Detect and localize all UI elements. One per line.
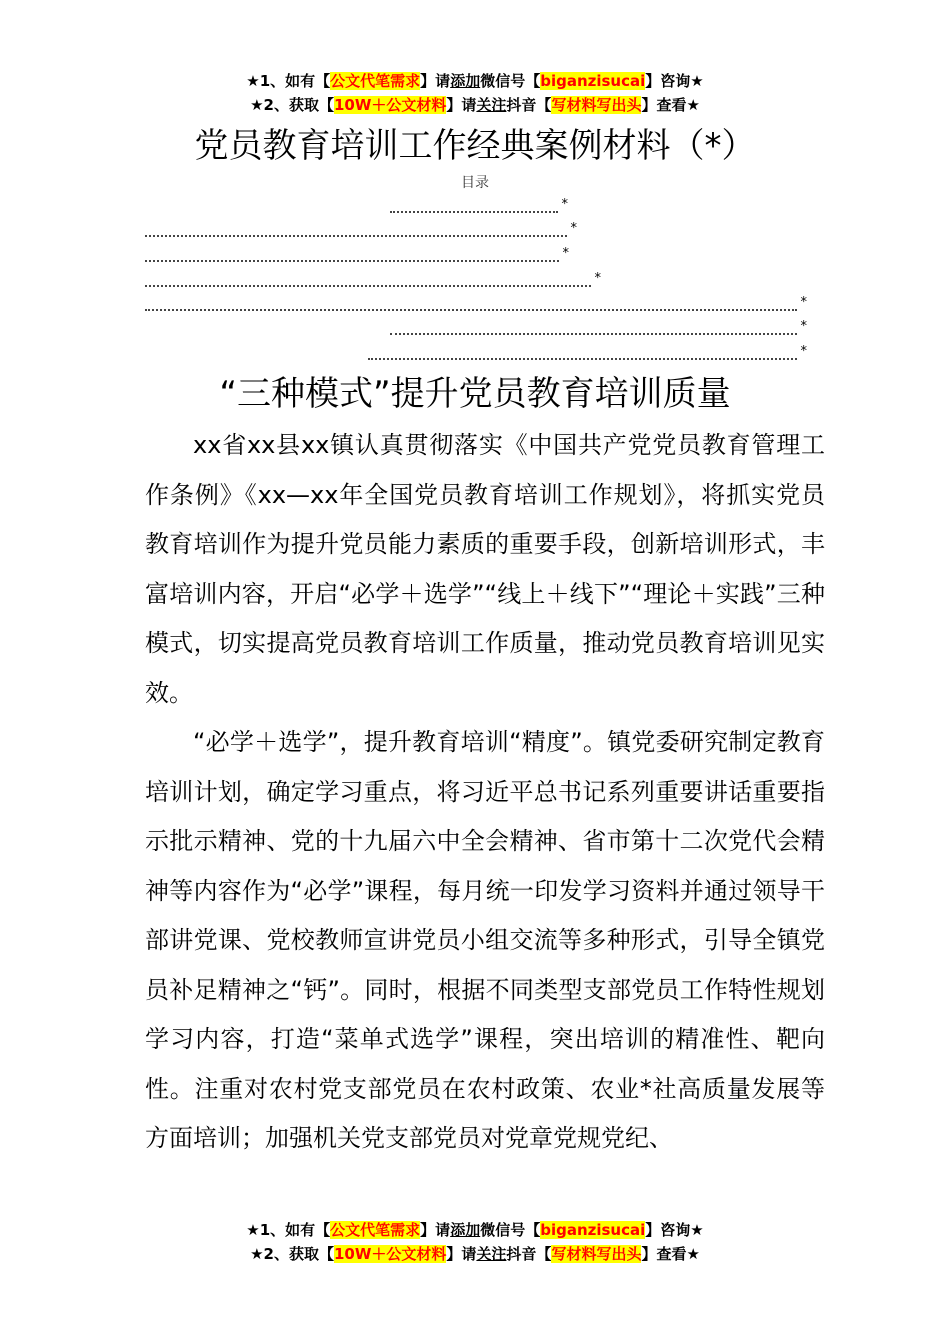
toc-marker: *: [561, 198, 568, 212]
promo-text: 抖音【: [506, 96, 552, 114]
toc-marker: *: [562, 247, 569, 261]
promo-text: ★2、获取【: [250, 1245, 334, 1263]
toc-entry[interactable]: [145, 272, 601, 290]
promo-highlight: biganzisucai: [540, 1221, 646, 1239]
promo-text: 抖音【: [506, 1245, 552, 1263]
promo-highlight: 10W＋公文材料: [333, 96, 447, 114]
promo-text: 】请: [446, 96, 477, 114]
promo-highlight: 10W＋公文材料: [333, 1245, 447, 1263]
promo-line-1: [0, 70, 950, 92]
toc-marker: *: [594, 272, 601, 286]
toc-marker: *: [800, 320, 807, 334]
toc-leader: [145, 235, 567, 237]
promo-underline: 添加: [450, 72, 481, 90]
promo-text: 】请: [446, 1245, 477, 1263]
promo-text: ★1、如有【: [246, 1221, 331, 1239]
promo-text: 】请: [420, 1221, 451, 1239]
toc-leader: [390, 211, 558, 213]
promo-text: 】请: [420, 72, 451, 90]
section-title: “三种模式”提升党员教育培训质量: [219, 374, 731, 414]
promo-underline: 关注: [476, 96, 507, 114]
promo-text: 】咨询★: [645, 72, 704, 90]
toc-leader: [145, 285, 591, 287]
toc-entry[interactable]: [145, 247, 569, 265]
body-paragraph: xx省xx县xx镇认真贯彻落实《中国共产党党员教育管理工作条例》《xx—xx年全国党员教育培训工作规划》，将抓实党员教育培训作为提升党员能力素质的重要手段，创新培训形式，丰富培训内容，开启“必学＋选学”“线上＋线下”“理论＋实践”三种模式，切实提高党员教育培训工作质量，推动党员教育培训见实效。: [145, 431, 825, 707]
toc-marker: *: [800, 296, 807, 310]
promo-highlight: 写材料写出头: [551, 96, 642, 114]
promo-highlight: biganzisucai: [540, 72, 646, 90]
promo-text: ★2、获取【: [250, 96, 334, 114]
toc-entry[interactable]: [390, 320, 807, 338]
toc-leader: [145, 260, 559, 262]
promo-text: 】查看★: [641, 1245, 700, 1263]
toc-leader: [390, 333, 797, 335]
promo-highlight: 公文代笔需求: [330, 72, 421, 90]
promo-underline: 关注: [476, 1245, 507, 1263]
toc-entry[interactable]: [368, 345, 807, 363]
promo-text: 微信号【: [480, 1221, 541, 1239]
page-title: 党员教育培训工作经典案例材料（*）: [194, 126, 756, 166]
promo-line-2: [0, 1243, 950, 1265]
toc-heading: 目录: [461, 175, 489, 191]
promo-highlight: 公文代笔需求: [330, 1221, 421, 1239]
promo-text: 】咨询★: [645, 1221, 704, 1239]
toc-leader: [368, 358, 797, 360]
toc-leader: [145, 309, 797, 311]
toc-marker: *: [570, 222, 577, 236]
promo-text: 微信号【: [480, 72, 541, 90]
toc-entry[interactable]: [145, 296, 807, 314]
promo-underline: 添加: [450, 1221, 481, 1239]
toc-entry[interactable]: [390, 198, 568, 216]
promo-line-1: [0, 1219, 950, 1241]
promo-text: 】查看★: [641, 96, 700, 114]
promo-highlight: 写材料写出头: [551, 1245, 642, 1263]
promo-line-2: [0, 94, 950, 116]
toc-entry[interactable]: [145, 222, 577, 240]
toc-marker: *: [800, 345, 807, 359]
promo-text: ★1、如有【: [246, 72, 331, 90]
body-paragraph: “必学＋选学”，提升教育培训“精度”。镇党委研究制定教育培训计划，确定学习重点，将习近平总书记系列重要讲话重要指示批示精神、党的十九届六中全会精神、省市第十二次党代会精神等内容作为“必学”课程，每月统一印发学习资料并通过领导干部讲党课、党校教师宣讲党员小组交流等多种形式，引导全镇党员补足精神之“钙”。同时，根据不同类型支部党员工作特性规划学习内容，打造“菜单式选学”课程，突出培训的精准性、靶向性。注重对农村党支部党员在农村政策、农业*社高质量发展等方面培训；加强机关党支部党员对党章党规党纪、: [145, 728, 825, 1152]
